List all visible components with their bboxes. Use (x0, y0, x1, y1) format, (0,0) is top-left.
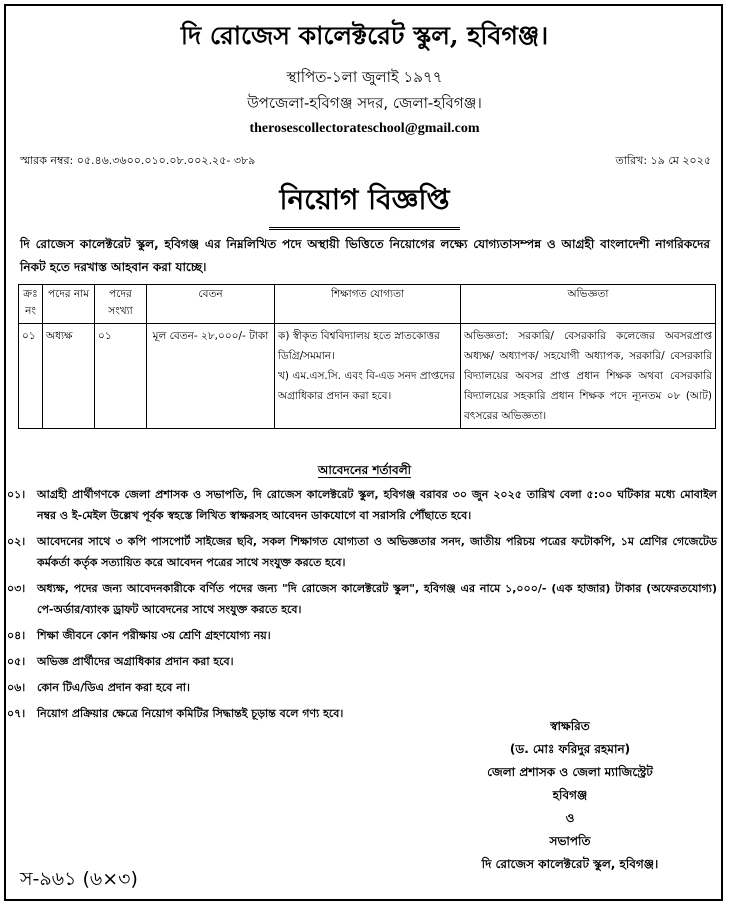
condition-number: ০২। (7, 535, 26, 548)
condition-text: অভিজ্ঞ প্রার্থীদের অগ্রাধিকার প্রদান করা হবে। (37, 655, 234, 668)
list-item (7, 531, 717, 573)
vacancy-table (18, 284, 716, 429)
email-address: therosescollectorateschool@gmail.com (249, 121, 480, 136)
list-item (7, 625, 717, 646)
list-item (7, 651, 717, 672)
cell-qualification (275, 324, 461, 429)
signatory-school: দি রোজেস কালেক্টরেট স্কুল, হবিগঞ্জ। (481, 857, 659, 871)
signatory-name: (ড. মোঃ ফরিদুর রহমান) (509, 742, 631, 756)
cell-post: অধ্যক্ষ (43, 324, 95, 429)
table-header-row (19, 285, 716, 324)
condition-number: ০৬। (7, 681, 26, 694)
list-item (7, 484, 717, 526)
school-name: দি রোজেস কালেক্টরেট স্কুল, হবিগঞ্জ। (180, 21, 549, 50)
list-item (7, 578, 717, 620)
condition-text: কোন টিএ/ডিএ প্রদান করা হবে না। (37, 681, 190, 694)
header-qualification: শিক্ষাগত যোগ্যতা (275, 285, 461, 324)
signature-block (440, 715, 700, 876)
cell-count: ০১ (95, 324, 147, 429)
qualification-a: ক) স্বীকৃত বিশ্ববিদ্যালয় হতে স্নাতকোত্তর ডিগ্রি/সমমান। (278, 330, 440, 362)
signed-label: স্বাক্ষরিত (550, 719, 590, 733)
cell-salary: মূল বেতন- ২৮,০০০/- টাকা (147, 324, 275, 429)
conditions-heading: আবেদনের শর্তাবলী (317, 463, 412, 477)
cell-experience: অভিজ্ঞতা: সরকারি/ বেসরকারি কলেজের অবসরপ্রাপ্ত অধ্যক্ষ/ অধ্যাপক/ সহযোগী অধ্যাপক, সরকারি/ বেসরকারি বিদ্যালয়ের অবসর প্রাপ্ত প্রধান শিক্ষক অথবা বেসরকারি বিদ্যালয়ের সহকারি প্রধান শিক্ষক পদে ন্যূনতম ০৮ (আট) বৎসরের অভিজ্ঞতা। (461, 324, 716, 429)
signatory-chair: সভাপতি (549, 834, 591, 848)
header-salary: বেতন (147, 285, 275, 324)
condition-text: আগ্রহী প্রার্থীগণকে জেলা প্রশাসক ও সভাপতি, দি রোজেস কালেক্টরেট স্কুল, হবিগঞ্জ বরাবর ৩০ জুন ২০২৫ তারিখ বেলা ৫:০০ ঘটিকার মধ্যে মোবাইল নম্বর ও ই-মেইল উল্লেখ পূর্বক স্বহস্তে লিখিত স্বাক্ষরসহ আবেদন ডাকযোগে বা সরাসরি পৌঁছাতে হবে। (37, 488, 717, 522)
notice-intro: দি রোজেস কালেক্টরেট স্কুল, হবিগঞ্জ এর নিম্নলিখিত পদে অস্থায়ী ভিত্তিতে নিয়োগের লক্ষ্যে যোগ্যতাসম্পন্ন ও আগ্রহী বাংলাদেশী নাগরিকদের নিকট হতে দরখাস্ত আহবান করা যাচ্ছে। (20, 237, 710, 274)
condition-text: শিক্ষা জীবনে কোন পরীক্ষায় ৩য় শ্রেণি গ্রহণযোগ্য নয়। (37, 629, 271, 642)
condition-number: ০৫। (7, 655, 26, 668)
address: উপজেলা-হবিগঞ্জ সদর, জেলা-হবিগঞ্জ। (247, 94, 482, 112)
established-date: স্থাপিত-১লা জুলাই ১৯৭৭ (286, 68, 443, 86)
condition-text: নিয়োগ প্রক্রিয়ার ক্ষেত্রে নিয়োগ কমিটির সিদ্ধান্তই চূড়ান্ত বলে গণ্য হবে। (37, 707, 344, 720)
condition-text: অধ্যক্ষ, পদের জন্য আবেদনকারীকে বর্ণিত পদের জন্য "দি রোজেস কালেক্টরেট স্কুল", হবিগঞ্জ এর নামে ১,০০০/- (এক হাজার) টাকার (অফেরতযোগ্য) পে-অর্ডার/ব্যাংক ড্রাফট আবেদনের সাথে সংযুক্ত করতে হবে। (37, 582, 717, 616)
conditions-list (7, 484, 717, 729)
condition-number: ০১। (7, 488, 26, 501)
notice-date: তারিখ: ১৯ মে ২০২৫ (615, 154, 711, 167)
print-code: স-৯৬১ (৬×৩) (20, 868, 138, 890)
condition-number: ০৪। (7, 629, 26, 642)
header-experience: অভিজ্ঞতা (461, 285, 716, 324)
header-serial: ক্রঃ নং (19, 285, 43, 324)
condition-number: ০৩। (7, 582, 26, 595)
notice-title: নিয়োগ বিজ্ঞপ্তি (269, 178, 459, 230)
list-item (7, 677, 717, 698)
memo-number: স্মারক নম্বর: ০৫.৪৬.৩৬০০.০১০.০৮.০০২.২৫- ৩৮৯ (20, 154, 256, 167)
signature-and: ও (565, 811, 575, 825)
condition-number: ০৭। (7, 707, 26, 720)
table-row (19, 324, 716, 429)
signatory-designation: জেলা প্রশাসক ও জেলা ম্যাজিস্ট্রেট (487, 765, 653, 779)
condition-text: আবেদনের সাথে ৩ কপি পাসপোর্ট সাইজের ছবি, সকল শিক্ষাগত যোগ্যতা ও অভিজ্ঞতার সনদ, জাতীয় পরিচয় পত্রের ফটোকপি, ১ম শ্রেণির গেজেটেড কর্মকর্তা কর্তৃক সত্যায়িত করে আবেদন পত্রের সাথে সংযুক্ত করতে হবে। (37, 535, 717, 569)
signatory-district: হবিগঞ্জ (552, 788, 588, 802)
header-post: পদের নাম (43, 285, 95, 324)
qualification-b: খ) এম.এস.সি. এবং বি-এড সনদ প্রাপ্তদের অগ্রাধিকার প্রদান করা হবে। (278, 370, 455, 402)
header-count: পদের সংখ্যা (95, 285, 147, 324)
cell-serial: ০১ (19, 324, 43, 429)
